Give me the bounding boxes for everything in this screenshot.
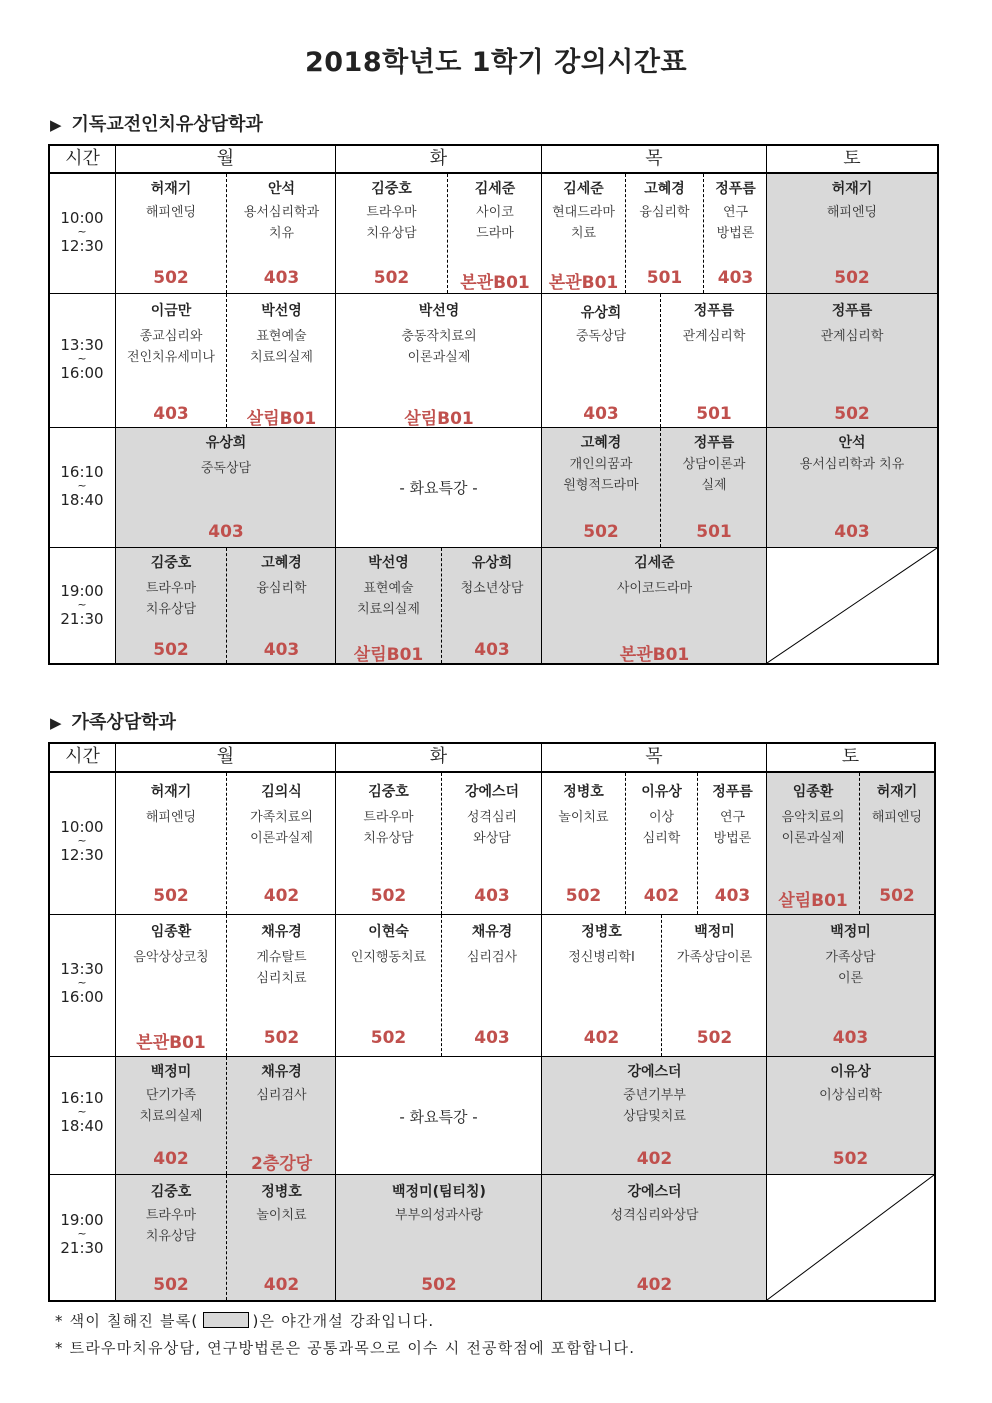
tuesday-special-lecture: - 화요특강 - [399,479,478,497]
course-cell [336,915,442,1056]
course-line-1: 음악상상코칭 [133,950,209,965]
time-slot-3: 16:10 ~ 18:40 [60,463,104,509]
room-number: 403 [834,522,870,542]
course-name [116,947,226,968]
course-line-2: 치료의실제 [250,350,313,365]
instructor-name: 김중호 [371,181,412,197]
course-cell [542,1057,767,1174]
room-number: 402 [583,1028,620,1048]
course-line-2: 심리학 [642,831,681,846]
course-cell [662,915,767,1056]
course-line-2: 원형적드라마 [563,478,639,493]
room-number: 403 [474,886,510,906]
instructor-name: 백정미 [830,924,871,940]
course-name [336,1205,542,1226]
course-cell [542,915,662,1056]
course-line-2: 심리치료 [256,971,307,986]
header-time: 시간 [50,146,116,172]
instructor-name: 임종환 [792,784,834,800]
room-number: 502 [421,1275,457,1295]
instructor-name: 백정미(팀티칭) [392,1184,486,1200]
course-line-1: 심리검사 [466,950,518,965]
course-name [542,454,660,496]
course-line-1: 이상 [648,810,675,825]
instructor-name: 김중호 [150,1184,192,1200]
instructor-name: 김중호 [150,555,192,571]
instructor-name: 고혜경 [644,181,685,197]
instructor-name: 이유상 [641,784,682,800]
header-mon: 월 [116,146,336,172]
room-number: 502 [153,268,189,288]
course-line-1: 사이코드라마 [616,581,693,596]
course-name [116,326,226,368]
course-name [227,807,336,849]
course-cell [767,773,860,914]
course-cell [448,174,542,293]
room-number: 502 [834,268,870,288]
time-slot-1: 10:00 ~ 12:30 [60,209,104,255]
room-number: 402 [153,1149,189,1169]
grey-swatch [203,1312,249,1328]
instructor-name: 정병호 [261,1184,302,1200]
course-cell [227,915,336,1056]
header-tue: 화 [336,744,542,770]
course-line-1: 가족상담 [825,950,876,965]
course-cell [116,773,227,914]
course-name [448,202,542,244]
room-number: 본관B01 [136,1033,206,1053]
instructor-name: 김세준 [563,181,604,197]
header-thu: 목 [542,744,767,770]
room-number: 2층강당 [250,1154,313,1174]
course-line-1: 인지행동치료 [350,950,427,965]
course-line-2: 치료의실제 [139,1109,203,1124]
instructor-name: 유상희 [580,305,622,321]
course-name [542,1085,767,1127]
empty-slot-diagonal [767,548,937,663]
time-slot-4: 19:00 ~ 21:30 [60,582,104,628]
course-line-1: 가족상담이론 [676,950,753,965]
course-line-1: 중독상담 [200,461,252,476]
course-name [227,1205,336,1226]
room-number: 403 [832,1028,869,1048]
instructor-name: 강에스더 [627,1064,682,1080]
note-night-class: * 색이 칠해진 블록( )은 야간개설 강좌입니다. [55,1312,435,1330]
room-number: 살림B01 [404,409,474,429]
instructor-name: 정푸름 [693,435,735,451]
course-name [767,807,859,849]
instructor-name: 채유경 [261,924,302,940]
course-cell [116,1057,227,1174]
course-cell [860,773,934,914]
instructor-name: 채유경 [261,1064,302,1080]
course-line-1: 관계심리학 [682,329,746,344]
course-line-2: 치유상담 [363,831,414,846]
course-name [442,947,542,968]
course-line-1: 표현예술 [363,581,414,596]
course-name [116,1085,226,1127]
instructor-name: 정푸름 [712,784,753,800]
section-title: 가족상담학과 [71,712,176,733]
course-line-1: 용서심리학과 치유 [799,457,905,472]
course-cell [767,294,937,427]
course-cell [698,773,767,914]
course-line-2: 방법론 [713,831,752,846]
course-line-2: 방법론 [716,226,755,241]
course-line-1: 해피엔딩 [145,810,197,825]
room-number: 살림B01 [246,409,317,429]
course-line-2: 상담및치료 [623,1109,686,1124]
course-line-1: 해피엔딩 [826,205,878,220]
course-name [227,578,336,599]
course-line-1: 게슈탈트 [256,950,307,965]
instructor-name: 정병호 [581,924,622,940]
course-cell [542,294,661,427]
course-line-1: 개인의꿈과 [569,457,633,472]
course-line-1: 융심리학 [639,205,690,220]
room-number: 403 [714,886,751,906]
course-cell [336,1175,542,1300]
instructor-name: 강에스더 [627,1184,682,1200]
course-line-1: 트라우마 [145,581,197,596]
course-line-1: 상담이론과 [682,457,746,472]
course-cell [542,548,767,663]
room-number: 본관B01 [619,645,690,665]
course-line-2: 치유 [268,226,295,241]
instructor-name: 정병호 [563,784,604,800]
course-name [542,807,625,828]
room-number: 501 [696,522,732,542]
instructor-name: 유상희 [471,555,513,571]
header-thu: 목 [542,146,767,172]
course-line-2: 치료의실제 [357,602,420,617]
course-cell [116,548,227,663]
instructor-name: 박선영 [418,303,460,319]
instructor-name: 채유경 [471,924,513,940]
course-name [336,326,542,368]
course-line-1: 성격심리와상담 [610,1208,699,1223]
instructor-name: 이금만 [150,303,192,319]
room-number: 403 [208,522,244,542]
course-cell [767,915,934,1056]
header-tue: 화 [336,146,542,172]
instructor-name: 김세준 [634,555,675,571]
room-number: 본관B01 [460,273,530,293]
course-cell [704,174,767,293]
room-number: 살림B01 [778,891,848,911]
instructor-name: 고혜경 [261,555,302,571]
course-line-1: 융심리학 [256,581,307,596]
course-cell [227,294,336,427]
course-line-1: 놀이치료 [256,1208,307,1223]
room-number: 502 [153,1275,189,1295]
room-number: 502 [373,268,410,288]
course-name [542,947,661,968]
course-line-2: 이론과실제 [407,350,471,365]
room-number: 403 [474,640,510,660]
course-line-1: 트라우마 [363,810,414,825]
course-name [767,202,937,223]
instructor-name: 정푸름 [831,303,873,319]
room-number: 502 [153,640,189,660]
course-name [336,947,441,968]
course-cell [227,773,336,914]
course-name [336,578,441,620]
course-cell [626,773,698,914]
instructor-name: 이유상 [830,1064,871,1080]
course-line-1: 해피엔딩 [145,205,197,220]
course-name [227,1085,336,1106]
course-cell [336,174,448,293]
course-line-1: 중년기부부 [623,1088,686,1103]
course-cell [442,773,542,914]
triangle-icon: ▶ [50,116,62,134]
header-mon: 월 [116,744,336,770]
course-line-1: 충동작치료의 [401,329,477,344]
course-name [661,454,767,496]
course-name [227,326,336,368]
instructor-name: 백정미 [694,924,735,940]
course-line-2: 이론과실제 [250,831,313,846]
room-number: 502 [832,1149,869,1169]
course-name [227,947,336,989]
course-name [542,326,660,347]
room-number: 502 [696,1028,733,1048]
course-line-2: 치유상담 [366,226,417,241]
course-cell [116,1175,227,1300]
course-line-1: 성격심리 [466,810,518,825]
course-line-1: 놀이치료 [558,810,609,825]
instructor-name: 박선영 [261,303,302,319]
course-name [767,454,937,475]
course-line-1: 관계심리학 [820,329,884,344]
room-number: 본관B01 [548,273,619,293]
course-cell [116,174,227,293]
course-line-2: 실제 [701,478,727,493]
header-time: 시간 [50,744,116,770]
course-cell [227,1175,336,1300]
instructor-name: 허재기 [831,181,873,197]
course-line-2: 치유상담 [145,602,197,617]
course-name [227,202,336,244]
course-cell [542,174,626,293]
course-name [767,326,937,347]
course-name [442,578,542,599]
course-name [767,1085,934,1106]
course-name [542,202,625,244]
room-number: 502 [370,1028,407,1048]
room-number: 403 [153,404,189,424]
course-name [542,1205,767,1226]
course-line-1: 트라우마 [145,1208,197,1223]
room-number: 502 [834,404,870,424]
course-name [116,1205,226,1247]
instructor-name: 백정미 [150,1064,192,1080]
course-name [626,202,703,223]
course-line-2: 치유상담 [145,1229,197,1244]
tuesday-special-lecture: - 화요특강 - [399,1108,478,1126]
course-name [116,578,226,620]
course-line-2: 드라마 [476,226,514,241]
time-slot-2: 13:30 ~ 16:00 [60,336,104,382]
course-name [704,202,767,244]
instructor-name: 허재기 [150,181,192,197]
course-name [626,807,697,849]
course-cell [336,773,442,914]
room-number: 403 [263,268,300,288]
time-slot-4: 19:00 ~ 21:30 [60,1211,104,1257]
page-title: 2018학년도 1학기 강의시간표 [304,47,688,78]
course-line-1: 정신병리학Ⅰ [568,950,635,965]
course-line-1: 가족치료의 [250,810,313,825]
course-name [767,947,934,989]
course-line-2: 이론 [837,971,864,986]
instructor-name: 정푸름 [715,181,756,197]
course-name [860,807,934,828]
empty-slot-diagonal [767,1175,934,1300]
course-name [698,807,767,849]
room-number: 501 [696,404,732,424]
course-cell [442,548,542,663]
instructor-name: 허재기 [876,784,918,800]
section-heading-dept1 [50,110,263,136]
course-line-2: 치료 [570,226,597,241]
course-name [662,947,767,968]
course-line-1: 해피엔딩 [871,810,923,825]
course-cell [336,294,542,427]
room-number: 502 [263,1028,300,1048]
course-name [116,807,226,828]
instructor-name: 김의식 [261,784,302,800]
instructor-name: 안석 [838,435,866,451]
course-cell [542,773,626,914]
timetable-dept2 [48,742,936,1302]
course-cell [442,915,542,1056]
course-line-1: 연구 [722,205,749,220]
header-sat: 토 [843,148,861,169]
room-number: 살림B01 [353,645,424,665]
room-number: 402 [263,886,300,906]
time-slot-3: 16:10 ~ 18:40 [60,1089,104,1135]
room-number: 502 [565,886,602,906]
room-number: 403 [263,640,300,660]
course-cell [542,428,661,547]
course-line-1: 이상심리학 [819,1088,882,1103]
course-line-1: 단기가족 [145,1088,197,1103]
room-number: 502 [153,886,189,906]
course-line-1: 음악치료의 [781,810,845,825]
instructor-name: 정푸름 [693,303,735,319]
triangle-icon: ▶ [50,714,62,732]
course-line-1: 사이코 [476,205,514,220]
course-cell [767,1057,934,1174]
instructor-name: 강에스더 [464,784,520,800]
section-title: 기독교전인치유상담학과 [71,114,263,135]
instructor-name: 허재기 [150,784,192,800]
course-cell [767,428,937,547]
course-line-2: 와상담 [473,831,511,846]
course-cell [227,548,336,663]
instructor-name: 안석 [267,181,296,197]
timetable-dept1 [48,144,939,665]
room-number: 402 [636,1149,673,1169]
course-name [336,807,441,849]
course-cell [227,1057,336,1174]
instructor-name: 임종환 [150,924,192,940]
room-number: 403 [583,404,619,424]
course-line-2: 이론과실제 [781,831,845,846]
course-line-1: 심리검사 [256,1088,307,1103]
course-line-1: 현대드라마 [552,205,615,220]
course-name [661,326,767,347]
instructor-name: 이현숙 [368,924,409,940]
course-name [442,807,542,849]
note-common-course: * 트라우마치유상담, 연구방법론은 공통과목으로 이수 시 전공학점에 포함합니다. [55,1339,636,1357]
course-line-1: 청소년상담 [460,581,524,596]
time-slot-1: 10:00 ~ 12:30 [60,818,104,864]
course-cell [336,548,442,663]
course-line-1: 중독상담 [575,329,627,344]
course-line-2: 전인치유세미나 [127,350,215,365]
course-name [336,202,447,244]
course-cell [227,174,336,293]
course-cell [116,294,227,427]
course-cell [767,174,937,293]
room-number: 502 [879,886,915,906]
time-slot-2: 13:30 ~ 16:00 [60,960,104,1006]
room-number: 403 [474,1028,510,1048]
instructor-name: 고혜경 [580,435,622,451]
header-sat: 토 [841,746,860,767]
room-number: 402 [263,1275,300,1295]
room-number: 402 [643,886,680,906]
course-line-1: 트라우마 [366,205,417,220]
course-name [116,458,336,479]
course-cell [661,428,767,547]
course-cell [116,915,227,1056]
course-cell [661,294,767,427]
course-line-1: 연구 [719,810,746,825]
course-cell [116,428,336,547]
course-cell [542,1175,767,1300]
instructor-name: 김세준 [474,181,516,197]
course-line-1: 부부의성과사랑 [395,1208,483,1223]
room-number: 502 [583,522,619,542]
course-line-1: 용서심리학과 [243,205,320,220]
course-name [116,202,226,223]
room-number: 502 [370,886,407,906]
instructor-name: 김중호 [368,784,409,800]
room-number: 402 [636,1275,673,1295]
instructor-name: 유상희 [205,435,247,451]
course-name [542,578,767,599]
course-cell [626,174,704,293]
section-heading-dept2 [50,708,176,734]
room-number: 403 [717,268,754,288]
course-line-1: 종교심리와 [139,329,203,344]
instructor-name: 박선영 [368,555,409,571]
room-number: 501 [646,268,683,288]
course-line-1: 표현예술 [256,329,307,344]
